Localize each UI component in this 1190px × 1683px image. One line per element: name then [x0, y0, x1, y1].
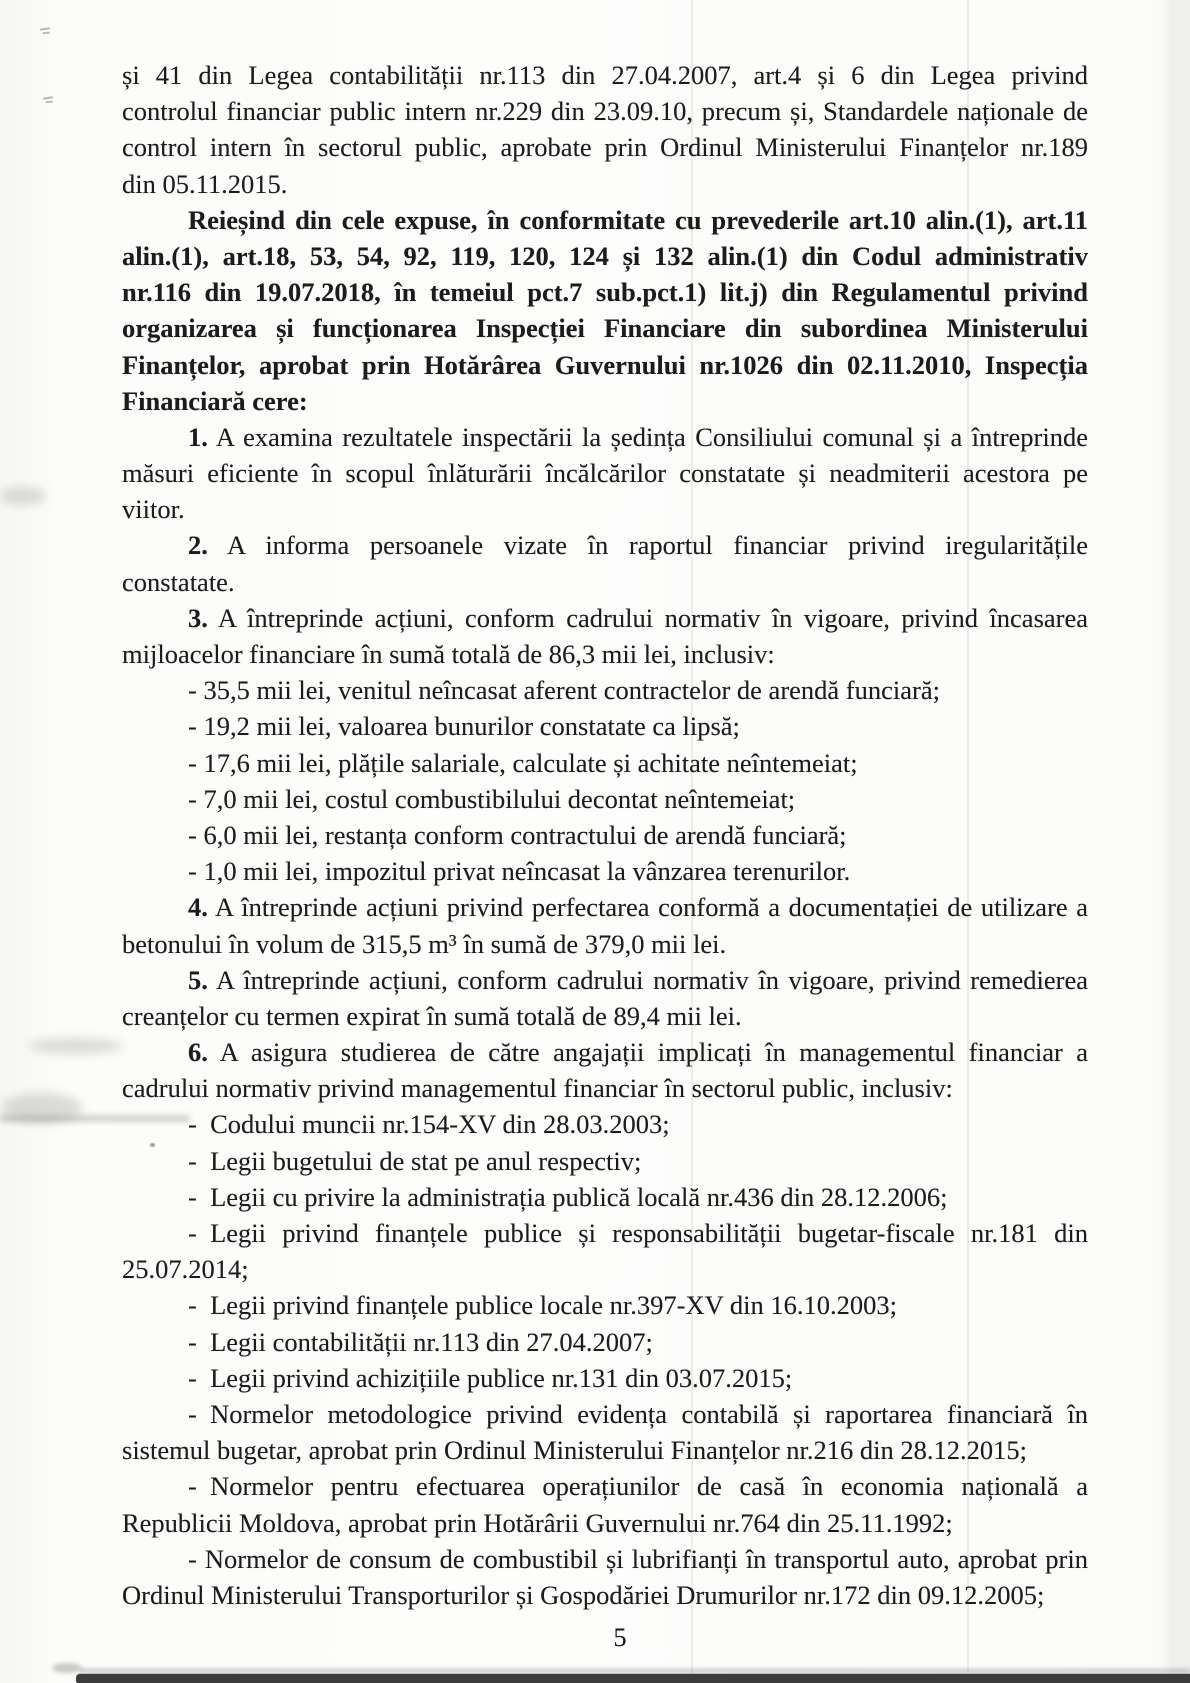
list-item-line: - Legii bugetului de stat pe anul respectiv; — [188, 1145, 642, 1176]
text-line: din 05.11.2015. — [122, 168, 288, 199]
text-line: măsuri eficiente în scopul înlăturării încălcărilor constatate și neadmiterii acestora pe — [122, 458, 1088, 489]
text-line: alin.(1), art.18, 53, 54, 92, 119, 120, 124 și 132 alin.(1) din Codul administrativ — [122, 240, 1088, 271]
item-text: A asigura studierea de către angajații implicați în managementul financiar a — [207, 1037, 1088, 1068]
text-line: cadrului normativ privind managementul financiar în sectorul public, inclusiv: — [122, 1073, 953, 1104]
item-number: 2. — [188, 530, 208, 561]
list-item-line: - Legii privind finanțele publice și responsabilității bugetar-fiscale nr.181 din — [188, 1218, 1088, 1248]
text-line: organizarea și funcționarea Inspecției Financiare din subordinea Ministerului — [122, 313, 1088, 344]
list-item-line: - Normelor de consum de combustibil și lubrifianți în transportul auto, aprobat prin — [188, 1543, 1088, 1574]
text-line: mijloacelor financiare în sumă totală de 86,3 mii lei, inclusiv: — [122, 639, 775, 669]
scanner-edge-shadow — [80, 1668, 1190, 1674]
list-item-line: - 7,0 mii lei, costul combustibilului decontat neîntemeiat; — [188, 783, 796, 814]
item-text: A examina rezultatele inspectării la ședința Consiliului comunal și a întreprinde — [207, 421, 1088, 452]
text-line: Republicii Moldova, aprobat prin Hotărârii Guvernului nr.764 din 25.11.1992; — [122, 1507, 953, 1538]
list-item-line: - 19,2 mii lei, valoarea bunurilor constatate ca lipsă; — [188, 711, 740, 742]
text-line: sistemul bugetar, aprobat prin Ordinul Ministerului Finanțelor nr.216 din 28.12.2015; — [122, 1435, 1027, 1466]
list-item-line: - 17,6 mii lei, plățile salariale, calculate și achitate neîntemeiat; — [188, 747, 858, 778]
text-line: Finanțelor, aprobat prin Hotărârea Guvernului nr.1026 din 02.11.2010, Inspecția — [122, 349, 1088, 380]
item-text: A întreprinde acțiuni privind perfectarea conformă a documentației de utilizare a — [207, 892, 1088, 923]
text-line — [122, 1034, 1088, 1070]
scan-smudge — [52, 1663, 82, 1673]
item-number: 1. — [188, 421, 208, 452]
scan-smudge — [0, 487, 46, 505]
item-number: 6. — [188, 1037, 208, 1068]
text-line: Ordinul Ministerului Transporturilor și Gospodăriei Drumurilor nr.172 din 09.12.2005; — [122, 1579, 1045, 1610]
text-line — [122, 419, 1088, 455]
text-line — [122, 527, 1088, 563]
scanner-edge-bar — [76, 1674, 1190, 1683]
text-line — [122, 962, 1088, 998]
list-item-line: - 6,0 mii lei, restanța conform contractului de arendă funciară; — [188, 819, 847, 850]
item-number: 4. — [188, 892, 208, 923]
scan-edge-shading — [1161, 0, 1190, 1683]
text-line — [122, 600, 1088, 636]
text-line: 25.07.2014; — [122, 1254, 249, 1285]
list-item-line: - 1,0 mii lei, impozitul privat neîncasat la vânzarea terenurilor. — [188, 856, 851, 887]
list-item-line: - Legii cu privire la administrația publică locală nr.436 din 28.12.2006; — [188, 1181, 948, 1212]
list-item-line: - Legii privind achizițiile publice nr.131 din 03.07.2015; — [188, 1362, 793, 1393]
item-text: A informa persoanele vizate în raportul financiar privind iregularitățile — [207, 530, 1088, 561]
list-item-line: - 35,5 mii lei, venitul neîncasat aferent contractelor de arendă funciară; — [188, 675, 940, 706]
list-item-line: - Normelor metodologice privind evidența contabilă și raportarea financiară în — [188, 1398, 1088, 1429]
pencil-mark — [43, 96, 53, 100]
text-line: nr.116 din 19.07.2018, în temeiul pct.7 sub.pct.1) lit.j) din Regulamentul privind — [122, 277, 1088, 308]
page-number: 5 — [613, 1622, 627, 1652]
text-line: betonului în volum de 315,5 m³ în sumă de 379,0 mii lei. — [122, 928, 727, 959]
item-number: 3. — [188, 602, 208, 633]
item-text: A întreprinde acțiuni, conform cadrului normativ în vigoare, privind remedierea — [207, 964, 1088, 995]
pencil-mark — [40, 27, 50, 31]
scan-smudge — [2, 1093, 82, 1123]
text-line: controlul financiar public intern nr.229 din 23.09.10, precum și, Standardele naționale de — [122, 96, 1088, 127]
item-text: A întreprinde acțiuni, conform cadrului normativ în vigoare, privind încasarea — [207, 602, 1088, 633]
list-item-line: - Codului muncii nr.154-XV din 28.03.2003; — [188, 1109, 670, 1140]
text-line — [122, 889, 1088, 925]
text-line: constatate. — [122, 566, 235, 597]
text-line: viitor. — [122, 494, 185, 525]
scan-smudge — [28, 1038, 123, 1054]
list-item-line: - Legii privind finanțele publice locale nr.397-XV din 16.10.2003; — [188, 1290, 897, 1321]
list-item-line: - Normelor pentru efectuarea operațiunilor de casă în economia națională a — [188, 1471, 1088, 1502]
list-item-line: - Legii contabilității nr.113 din 27.04.2007; — [188, 1326, 653, 1357]
text-line: și 41 din Legea contabilității nr.113 din 27.04.2007, art.4 și 6 din Legea privind — [122, 60, 1088, 90]
text-line: creanțelor cu termen expirat în sumă totală de 89,4 mii lei. — [122, 1000, 742, 1031]
text-line: control intern în sectorul public, aprobate prin Ordinul Ministerului Finanțelor nr.189 — [122, 132, 1088, 163]
text-line: Financiară cere: — [122, 385, 308, 416]
item-number: 5. — [188, 964, 208, 995]
text-line: Reieșind din cele expuse, în conformitate cu prevederile art.10 alin.(1), art.11 — [188, 204, 1088, 235]
document-text-block — [122, 57, 1088, 1613]
